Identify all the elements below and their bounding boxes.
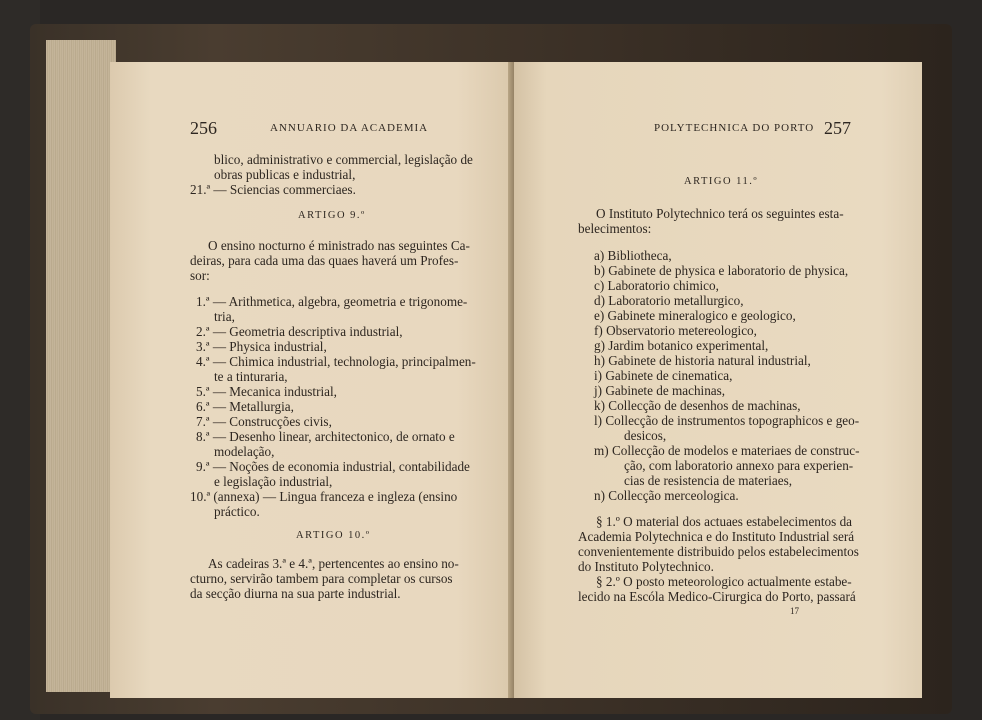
- list-item: 3.ª — Physica industrial,: [196, 339, 327, 354]
- list-item: i) Gabinete de cinematica,: [594, 368, 733, 383]
- text-line: cturno, servirão tambem para completar os cursos: [190, 571, 453, 586]
- list-item: c) Laboratorio chimico,: [594, 278, 719, 293]
- text-line: Academia Polytechnica e do Instituto Industrial será: [578, 529, 855, 544]
- list-item: m) Collecção de modelos e materiaes de construc-: [594, 443, 860, 458]
- article-heading: ARTIGO 10.º: [296, 530, 371, 541]
- list-item: 10.ª (annexa) — Lingua franceza e ingleza (ensino: [190, 489, 458, 504]
- text-line: lecido na Escóla Medico-Cirurgica do Porto, passará: [578, 589, 856, 604]
- text-line: da secção diurna na sua parte industrial.: [190, 586, 401, 601]
- text-line: deiras, para cada uma das quaes haverá um Profes-: [190, 253, 459, 268]
- text-line: belecimentos:: [578, 221, 652, 236]
- list-item: 7.ª — Construcções civis,: [196, 414, 332, 429]
- list-item: h) Gabinete de historia natural industrial,: [594, 353, 811, 368]
- list-item: d) Laboratorio metallurgico,: [594, 293, 744, 308]
- list-item: práctico.: [214, 504, 260, 519]
- list-item: n) Collecção merceologica.: [594, 488, 739, 503]
- right-page: [514, 62, 922, 698]
- list-item: e) Gabinete mineralogico e geologico,: [594, 308, 796, 323]
- list-item: modelação,: [214, 444, 275, 459]
- text-line: O Instituto Polytechnico terá os seguintes esta-: [596, 206, 844, 221]
- page-number: 256: [190, 118, 217, 138]
- text-line: 21.ª — Sciencias commerciaes.: [190, 182, 356, 197]
- text-line: sor:: [190, 268, 210, 283]
- list-item: desicos,: [624, 428, 667, 443]
- list-item: 4.ª — Chimica industrial, technologia, principalmen-: [196, 354, 476, 369]
- running-head: POLYTECHNICA DO PORTO: [654, 122, 815, 134]
- list-item: a) Bibliotheca,: [594, 248, 672, 263]
- article-heading: ARTIGO 11.º: [684, 176, 759, 187]
- list-item: ção, com laboratorio annexo para experien-: [624, 458, 854, 473]
- list-item: k) Collecção de desenhos de machinas,: [594, 398, 801, 413]
- text-line: convenientemente distribuido pelos estabelecimentos: [578, 544, 859, 559]
- running-head: ANNUARIO DA ACADEMIA: [270, 122, 429, 134]
- list-item: 9.ª — Noções de economia industrial, contabilidade: [196, 459, 470, 474]
- list-item: cias de resistencia de materiaes,: [624, 473, 793, 488]
- text-line: As cadeiras 3.ª e 4.ª, pertencentes ao ensino no-: [208, 556, 459, 571]
- page-number: 257: [824, 118, 851, 138]
- list-item: 8.ª — Desenho linear, architectonico, de ornato e: [196, 429, 455, 444]
- left-page: [110, 62, 518, 698]
- list-item: 5.ª — Mecanica industrial,: [196, 384, 337, 399]
- list-item: b) Gabinete de physica e laboratorio de physica,: [594, 263, 849, 278]
- signature-mark: 17: [790, 606, 799, 616]
- list-item: g) Jardim botanico experimental,: [594, 338, 769, 353]
- text-line: do Instituto Polytechnico.: [578, 559, 714, 574]
- text-line: blico, administrativo e commercial, legislação de: [214, 152, 473, 167]
- list-item: 2.ª — Geometria descriptiva industrial,: [196, 324, 403, 339]
- list-item: j) Gabinete de machinas,: [594, 383, 726, 398]
- list-item: te a tinturaria,: [214, 369, 288, 384]
- list-item: e legislação industrial,: [214, 474, 333, 489]
- list-item: 1.ª — Arithmetica, algebra, geometria e trigonome-: [196, 294, 468, 309]
- text-line: obras publicas e industrial,: [214, 167, 356, 182]
- list-item: f) Observatorio metereologico,: [594, 323, 757, 338]
- list-item: tria,: [214, 309, 235, 324]
- list-item: l) Collecção de instrumentos topographicos e geo-: [594, 413, 860, 428]
- text-line: O ensino nocturno é ministrado nas seguintes Ca-: [208, 238, 470, 253]
- text-line: § 1.º O material dos actuaes estabelecimentos da: [596, 514, 853, 529]
- page-edges: [46, 40, 116, 692]
- article-heading: ARTIGO 9.º: [298, 210, 366, 221]
- text-line: § 2.º O posto meteorologico actualmente estabe-: [596, 574, 852, 589]
- list-item: 6.ª — Metallurgia,: [196, 399, 294, 414]
